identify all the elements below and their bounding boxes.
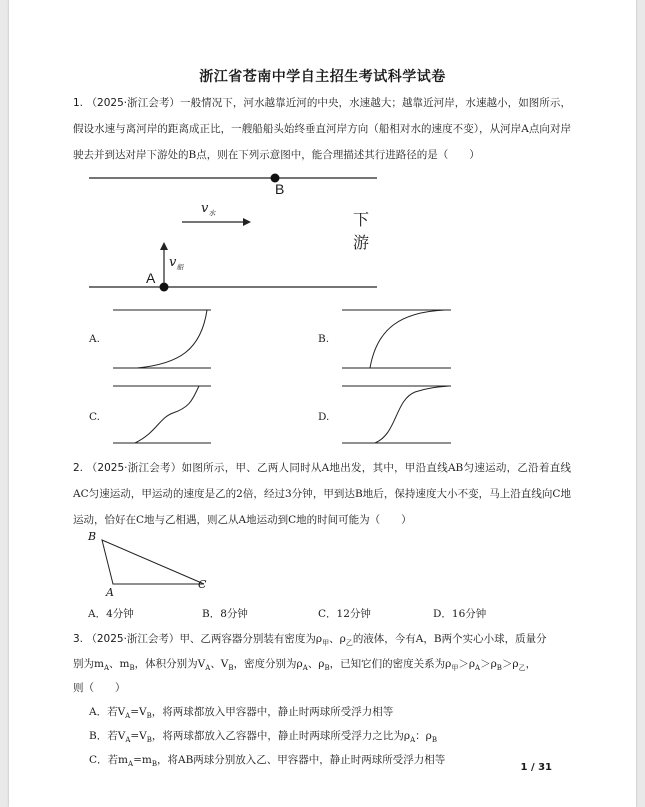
boat-velocity-arrowhead	[160, 242, 168, 250]
water-velocity-arrowhead	[243, 218, 251, 226]
q1-option-d[interactable]: D.	[318, 411, 330, 423]
q1-option-b[interactable]: B.	[318, 333, 330, 345]
q3-option-b[interactable]: B．若$V_A=V_B$，将两球都放入乙容器中，静止时两球所受浮力之比为$\rho_A$：$\rho_B$	[89, 730, 437, 745]
label-b: B	[275, 181, 285, 197]
downstream-label-2: 游	[353, 233, 370, 252]
q2-triangle	[102, 540, 204, 584]
q2-label-a: A	[106, 586, 114, 599]
q2-option-b[interactable]: B．8分钟	[202, 608, 248, 620]
question-1-source: （2025·浙江会考）	[86, 97, 180, 109]
q3-option-a[interactable]: A．若$V_A=V_B$，将两球都放入甲容器中，静止时两球所受浮力相等	[89, 706, 394, 721]
label-a: A	[146, 270, 156, 286]
question-2-text	[73, 455, 571, 533]
q2-option-a[interactable]: A．4分钟	[88, 608, 134, 620]
water-velocity-label: $v_水$	[201, 201, 216, 218]
opt-b-path	[370, 310, 445, 368]
page-title: 浙江省苍南中学自主招生考试科学试卷	[199, 69, 446, 85]
question-3-source: （2025·浙江会考）	[86, 633, 180, 645]
boat-velocity-label: $v_船$	[169, 255, 184, 272]
question-2-body: 如图所示，甲、乙两人同时从A地出发，其中，甲沿直线AB匀速运动，乙沿着直线AC匀速运动，甲运动的速度是乙的2倍，经过3分钟，甲到达B地后，保持速度大小不变，马上沿直线向C地运动，恰好在C地与乙相遇，则乙从A地运动到C地的时间可能为（ ）	[73, 462, 571, 526]
opt-a-path	[137, 310, 207, 368]
q2-label-c: C	[198, 578, 207, 591]
q1-option-c[interactable]: C.	[89, 411, 100, 423]
question-3-line-3: 则（ ）	[73, 682, 126, 694]
q2-option-c[interactable]: C．12分钟	[318, 608, 371, 620]
q2-option-d[interactable]: D．16分钟	[433, 608, 487, 620]
q2-label-b: B	[88, 530, 97, 543]
document-page	[9, 0, 636, 807]
question-3-number: 3.	[73, 633, 84, 645]
question-2-source: （2025·浙江会考）	[86, 462, 182, 474]
question-1-number: 1.	[73, 97, 84, 109]
opt-d-path	[375, 386, 449, 443]
question-3-line-2: 别为$m_A$、$m_B$，体积分别为$V_A$、$V_B$，密度分别为$\rho_A$、$\rho_B$，已知它们的密度关系为$\rho_甲>\rho_A>\rho_B>\rho_乙$，	[73, 658, 537, 673]
question-2-number: 2.	[73, 462, 84, 474]
page-indicator: 1 / 31	[520, 762, 552, 773]
opt-c-path	[135, 386, 199, 443]
q3-option-c[interactable]: C．若$m_A=m_B$，将AB两球分别放入乙、甲容器中，静止时两球所受浮力相等	[89, 754, 446, 769]
question-3-line-1: 3. （2025·浙江会考）甲、乙两容器分别装有密度为$\rho_甲$、$\rho_乙$的液体，今有A，B两个实心小球，质量分	[73, 633, 547, 648]
downstream-label-1: 下	[353, 210, 370, 229]
q1-option-a[interactable]: A.	[89, 333, 100, 345]
question-1-body: 一般情况下，河水越靠近河的中央，水速越大；越靠近河岸，水速越小，如图所示，假设水速与离河岸的距离成正比，一艘船船头始终垂直河岸方向（船相对水的速度不变），从河岸A点向对岸驶去并到达对岸下游处的B点，则在下列示意图中，能合理描述其行进路径的是（ ）	[73, 97, 572, 161]
